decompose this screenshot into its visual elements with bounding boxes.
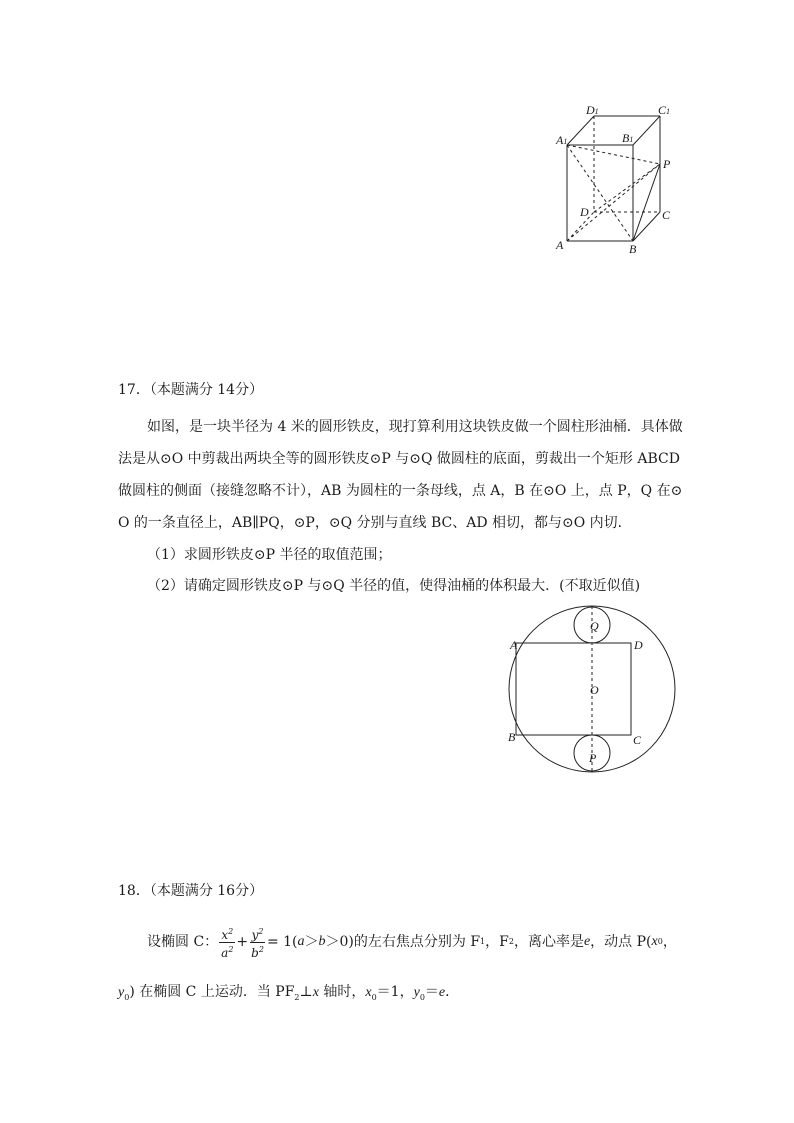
eccentricity-e: e [583,934,591,949]
q18-statement-line-2 [118,985,459,1002]
gt-2: ＞0) [325,934,354,950]
q17-paragraph-line-3: 做圆柱的侧面（接缝忽略不计），AB 为圆柱的一条母线，点 A，B 在⊙O 上，点 P，Q 在⊙ [118,483,683,499]
q17-item-1: （1）求圆形铁皮⊙P 半径的取值范围； [147,547,392,563]
pf2-subscript: 2 [294,992,300,1002]
y0-value-var: y [413,985,420,1000]
label-a: A [556,238,564,252]
label-a-fig2: A [510,638,518,652]
period: ． [445,984,460,1000]
fraction-y2-b2: $\frac{y^2}{b^2}$ [251,926,264,960]
edge-b-c [633,212,660,241]
y0-subscript: 0 [124,992,130,1002]
label-c: C [662,208,671,222]
foci-text: 的左右焦点分别为 F [353,934,481,950]
q17-item-2: （2）请确定圆形铁皮⊙P 与⊙Q 半径的值，使得油桶的体积最大．(不取近似值) [147,578,641,594]
y0-value-subscript: 0 [419,992,425,1002]
eccentricity-text: ，离心率是 [513,934,584,950]
plus-sign: + [236,934,249,950]
rectangle-abcd [516,643,631,735]
condition-a: a [297,934,305,949]
f2-text: ，F [485,934,509,950]
label-o: O [590,683,599,697]
q18-header: 18．（本题满分 16分） [118,883,264,899]
fraction-x2-a2: $\frac{x^2}{a^2}$ [221,926,234,960]
q17-paragraph-line-1: 如图，是一块半径为 4 米的圆形铁皮，现打算利用这块铁皮做一个圆柱形油桶．具体做 [147,419,683,435]
q18-lead: 设椭圆 C： [147,934,219,950]
label-c1: C1 [658,103,671,117]
x0-subscript: 0 [657,937,663,946]
edge-b1-c1 [633,116,660,145]
label-b1: B1 [622,131,634,145]
line2-text-a: ) 在椭圆 C 上运动．当 PF [129,984,295,1000]
x0-value: ＝1， [376,984,414,1000]
edge-d-p [594,164,660,212]
label-d1: D1 [586,103,599,117]
label-a1: A1 [556,133,568,147]
equals-sign: ＝ [424,984,439,1000]
y0-value-e: e [438,985,446,1000]
label-q: Q [590,619,599,633]
label-d: D [580,205,589,219]
edge-a1-b [567,145,633,241]
q17-paragraph-line-2: 法是从⊙O 中剪裁出两块全等的圆形铁皮⊙P 与⊙Q 做圆柱的底面，剪裁出一个矩形 ABCD [118,451,680,467]
x0-value-subscript: 0 [371,992,377,1002]
x0-value-var: x [365,985,372,1000]
condition-b: b [318,934,326,949]
label-b-fig2: B [508,730,516,744]
label-c-fig2: C [633,733,642,747]
f1-subscript: 1 [480,937,486,946]
q17-paragraph-line-4: O 的一条直径上，AB∥PQ，⊙P，⊙Q 分别与直线 BC、AD 相切，都与⊙O 内切． [118,515,632,531]
edge-a1-d1 [567,116,594,145]
gt-1: ＞ [304,934,319,950]
trailing-comma: ， [662,934,677,950]
y0: y [118,985,125,1000]
label-p: P [663,157,671,171]
label-d-fig2: D [634,638,643,652]
x-axis-var: x [312,985,319,1000]
label-b: B [629,242,637,256]
edge-a1-p [567,145,660,164]
x0: x [651,934,658,949]
line2-text-c: 轴时， [318,984,366,1000]
q18-statement-line-1 [147,920,677,964]
label-p-fig2: P [589,751,597,765]
perp-symbol: ⊥ [299,984,313,1000]
equation-rhs: = 1( [266,934,298,950]
moving-point-text: ，动点 P( [590,934,652,950]
f2-subscript: 2 [508,937,514,946]
q17-header: 17．（本题满分 14分） [118,382,264,398]
